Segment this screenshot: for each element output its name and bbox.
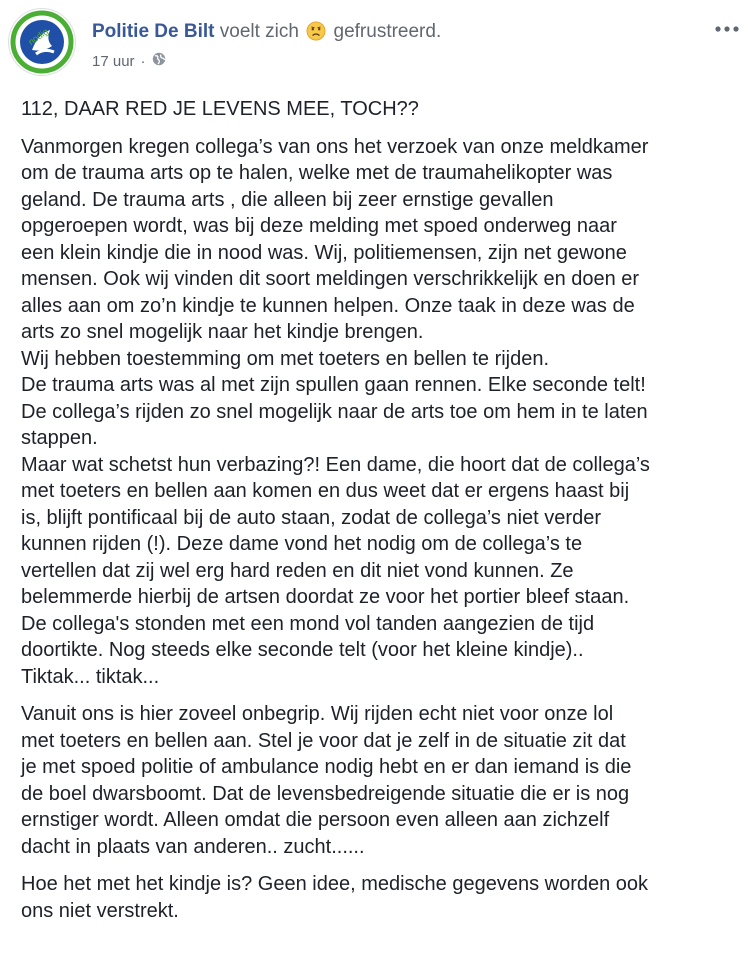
feeling-prefix: voelt zich [219, 21, 299, 42]
avatar[interactable] [8, 8, 76, 76]
frustrated-emoji-icon [306, 21, 326, 47]
meta-separator: · [140, 52, 146, 70]
post-meta [92, 52, 166, 70]
post-header [92, 21, 441, 47]
page-name-link[interactable]: Politie De Bilt [92, 21, 215, 42]
post-body [21, 96, 741, 924]
police-logo-icon [8, 8, 76, 76]
more-options-icon[interactable] [714, 20, 740, 38]
timestamp-link[interactable]: 17 uur [92, 52, 135, 70]
post-paragraph-title: 112, DAAR RED JE LEVENS MEE, TOCH?? [21, 98, 419, 120]
globe-icon[interactable] [152, 52, 166, 70]
post-paragraph: Hoe het met het kindje is? Geen idee, medische gegevens worden ook ons niet verstrekt. [21, 873, 649, 922]
svg-text:nodig: nodig [26, 26, 51, 48]
feeling-label: gefrustreerd. [333, 21, 442, 42]
post-paragraph: Vanmorgen kregen collega’s van ons het verzoek van onze meldkamer om de trauma arts op te halen, welke met de traumahelikopter was geland. De trauma arts , die alleen bij zeer ernstige gevallen opgeroepen wordt, was bij deze melding met spoed onderweg naar een klein kindje die in nood was. Wij, politiemensen, zijn net gewone mensen. Ook wij vinden dit soort meldingen verschrikkelijk en doen er alles aan om zo’n kindje te kunnen helpen. Onze taak in deze was de arts zo snel mogelijk naar het kindje brengen. Wij hebben toestemming om met toeters en bellen te rijden. De trauma arts was al met zijn spullen gaan rennen. Elke seconde telt! De collega’s rijden zo snel mogelijk naar de arts toe om hem in te laten stappen. Maar wat schetst hun verbazing?! Een dame, die hoort dat de collega’s met toeters en bellen aan komen en dus weet dat er ergens haast bij is, blijft pontificaal bij de auto staan, zodat de collega’s niet verder kunnen rijden (!). Deze dame vond het nodig om de collega’s te vertellen dat zij wel erg hard reden en dit niet vond kunnen. Ze belemmerde hierbij de artsen doordat ze voor het portier bleef staan. De collega's stonden met een mond vol tanden aangezien de tijd doortikte. Nog steeds elke seconde telt (voor het kleine kindje).. Tiktak... tiktak... [21, 135, 650, 688]
post-paragraph: Vanuit ons is hier zoveel onbegrip. Wij rijden echt niet voor onze lol met toeters en bellen aan. Stel je voor dat je zelf in de situatie zit dat je met spoed politie of ambulance nodig hebt en er dan iemand is die de boel dwarsboomt. Dat de levensbedreigende situatie die er is nog ernstiger wordt. Alleen omdat die persoon even alleen aan zichzelf dacht in plaats van anderen.. zucht...... [21, 703, 632, 858]
